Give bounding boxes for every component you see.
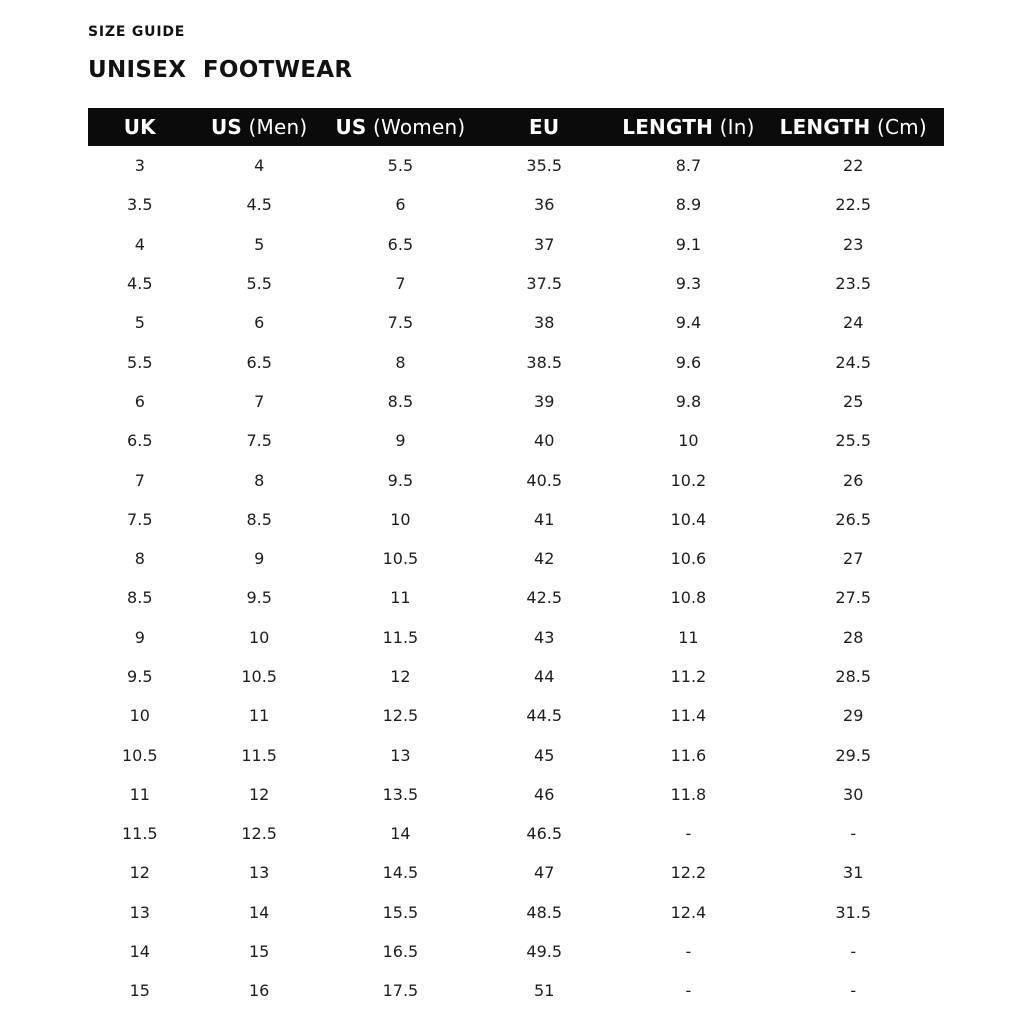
size-cell: 13 (390, 745, 411, 765)
size-cell: 6 (134, 391, 145, 411)
size-cell: 10.6 (670, 549, 707, 569)
size-cell: 5 (254, 234, 265, 254)
size-guide-label: SIZE GUIDE (88, 24, 186, 40)
size-cell: - (850, 824, 857, 844)
table-row (88, 657, 944, 696)
size-cell: 40 (534, 431, 555, 451)
size-cell: 29.5 (835, 745, 872, 765)
size-cell: 11.2 (670, 667, 707, 686)
size-cell: 22 (843, 156, 864, 176)
table-row (88, 578, 944, 617)
size-cell: 12 (129, 863, 150, 883)
size-table-header (88, 108, 944, 146)
size-cell: 15.5 (382, 902, 419, 922)
size-cell: 7.5 (127, 509, 153, 529)
table-row (88, 814, 944, 853)
size-cell: 11 (390, 588, 411, 608)
size-cell: 10.4 (670, 509, 707, 529)
size-cell: 7 (254, 391, 265, 411)
size-cell: 8 (134, 549, 145, 569)
column-header-eu (474, 108, 614, 146)
size-cell: 39 (534, 391, 555, 411)
size-cell: 24 (843, 313, 864, 333)
size-cell: 11.6 (670, 745, 707, 765)
size-cell: 9.5 (246, 588, 272, 608)
column-header-us-men (192, 108, 327, 146)
size-cell: 10 (249, 627, 270, 647)
size-cell: 9 (254, 549, 265, 569)
size-cell: 25.5 (835, 431, 872, 451)
size-cell: 43 (534, 627, 555, 647)
size-cell: 27.5 (835, 588, 872, 608)
table-row (88, 893, 944, 932)
size-cell: 9.4 (675, 313, 702, 333)
size-cell: 11.5 (382, 627, 419, 647)
size-cell: 37 (534, 234, 555, 254)
size-cell: - (850, 981, 857, 1001)
size-cell: 14.5 (382, 863, 419, 883)
table-row (88, 932, 944, 971)
size-cell: 8.5 (246, 509, 272, 529)
size-cell: 5.5 (127, 352, 153, 372)
size-cell: 8.9 (675, 195, 702, 215)
column-header-length-in-bold: LENGTH (622, 115, 714, 139)
size-cell: 9 (395, 431, 406, 451)
table-row (88, 342, 944, 381)
table-row (88, 185, 944, 224)
size-cell: 12 (390, 667, 411, 686)
table-row (88, 539, 944, 578)
size-cell: 36 (534, 195, 555, 215)
size-cell: 8.5 (387, 391, 414, 411)
column-header-length-cm-bold: LENGTH (779, 115, 871, 139)
size-cell: 42 (534, 549, 555, 569)
size-cell: 9.5 (387, 470, 414, 490)
size-table (88, 108, 944, 1011)
size-cell: 11 (678, 627, 699, 647)
size-cell: 7 (395, 274, 406, 294)
size-cell: 26.5 (835, 509, 872, 529)
size-cell: 7 (134, 470, 145, 490)
size-cell: 11 (129, 784, 150, 804)
size-cell: 44.5 (526, 706, 563, 726)
size-cell: 8.7 (675, 156, 702, 176)
size-cell: 12.5 (241, 824, 277, 844)
table-row (88, 735, 944, 774)
table-row (88, 460, 944, 499)
size-cell: 25 (843, 391, 864, 411)
size-cell: 11 (249, 706, 270, 726)
size-cell: 26 (843, 470, 864, 490)
size-cell: 28.5 (835, 667, 872, 686)
size-cell: 22.5 (835, 195, 872, 215)
size-cell: 10.5 (241, 667, 277, 686)
size-cell: 27 (843, 549, 864, 569)
size-cell: 9.1 (675, 234, 702, 254)
size-cell: 40.5 (526, 470, 563, 490)
size-cell: 49.5 (526, 942, 563, 962)
size-cell: 14 (390, 824, 411, 844)
size-cell: 13 (249, 863, 270, 883)
column-header-eu-bold: EU (529, 115, 560, 139)
size-cell: - (685, 824, 692, 844)
size-cell: 8 (395, 352, 406, 372)
column-header-length-cm (762, 108, 944, 146)
table-row (88, 775, 944, 814)
size-cell: 10.5 (382, 549, 419, 569)
column-header-length-cm-light: (Cm) (870, 115, 927, 139)
table-row (88, 421, 944, 460)
table-row (88, 618, 944, 657)
size-cell: 29 (843, 706, 864, 726)
size-cell: 11.5 (241, 745, 277, 765)
size-cell: 14 (249, 902, 270, 922)
table-row (88, 971, 944, 1010)
size-cell: 45 (534, 745, 555, 765)
size-cell: 16 (249, 981, 270, 1001)
size-cell: 48.5 (526, 902, 563, 922)
size-cell: 12 (249, 784, 270, 804)
size-cell: 9.3 (675, 274, 702, 294)
size-cell: 23 (843, 234, 864, 254)
size-cell: 15 (129, 981, 150, 1001)
size-cell: - (850, 942, 857, 962)
size-cell: 11.5 (121, 824, 158, 844)
table-row (88, 382, 944, 421)
column-header-us-men-bold: US (210, 115, 242, 139)
size-cell: 23.5 (835, 274, 872, 294)
size-cell: 14 (129, 942, 150, 962)
column-header-us-women-light: (Women) (366, 115, 466, 139)
size-cell: 12.4 (670, 902, 707, 922)
size-cell: 16.5 (382, 942, 419, 962)
size-cell: 5.5 (387, 156, 414, 176)
size-cell: 4.5 (246, 195, 272, 215)
column-header-us-women-bold: US (335, 115, 367, 139)
column-header-uk-bold: UK (123, 115, 156, 139)
table-row (88, 853, 944, 892)
size-cell: 4 (254, 156, 265, 176)
size-cell: - (685, 942, 692, 962)
size-cell: 11.4 (670, 706, 707, 726)
size-cell: 11.8 (670, 784, 707, 804)
size-cell: 9.8 (675, 391, 702, 411)
column-header-length-in (614, 108, 762, 146)
size-cell: 7.5 (246, 431, 272, 451)
size-cell: 9.6 (675, 352, 702, 372)
size-cell: 42.5 (526, 588, 563, 608)
size-cell: 10 (390, 509, 411, 529)
header-row (88, 108, 944, 146)
size-cell: 37.5 (526, 274, 563, 294)
size-cell: 31 (843, 863, 864, 883)
size-table-body (88, 146, 944, 1011)
size-cell: 3 (134, 156, 145, 176)
size-cell: 10.5 (121, 745, 158, 765)
size-cell: 13.5 (382, 784, 419, 804)
size-cell: 44 (534, 667, 555, 686)
size-cell: 15 (249, 942, 270, 962)
size-cell: 6.5 (246, 352, 272, 372)
size-cell: 38.5 (526, 352, 563, 372)
size-cell: 8.5 (127, 588, 153, 608)
size-cell: 13 (129, 902, 150, 922)
size-cell: 6 (395, 195, 406, 215)
table-row (88, 225, 944, 264)
table-row (88, 500, 944, 539)
size-cell: 46.5 (526, 824, 563, 844)
table-row (88, 696, 944, 735)
table-row (88, 264, 944, 303)
size-cell: 10.8 (670, 588, 707, 608)
size-cell: 8 (254, 470, 265, 490)
table-row (88, 303, 944, 342)
size-cell: 5.5 (246, 274, 272, 294)
size-cell: 17.5 (382, 981, 419, 1001)
column-header-length-in-light: (In) (713, 115, 755, 139)
size-cell: 5 (134, 313, 145, 333)
size-cell: 3.5 (127, 195, 153, 215)
page-title: UNISEX FOOTWEAR (88, 57, 353, 83)
size-cell: 6 (254, 313, 265, 333)
size-cell: 7.5 (387, 313, 414, 333)
size-cell: 47 (534, 863, 555, 883)
size-cell: 28 (843, 627, 864, 647)
size-cell: 46 (534, 784, 555, 804)
size-cell: 38 (534, 313, 555, 333)
size-cell: 51 (534, 981, 555, 1001)
size-cell: 9.5 (127, 667, 153, 686)
size-cell: - (685, 981, 692, 1001)
size-cell: 12.2 (670, 863, 707, 883)
size-cell: 12.5 (382, 706, 419, 726)
size-cell: 41 (534, 509, 555, 529)
size-cell: 30 (843, 784, 864, 804)
size-cell: 24.5 (835, 352, 872, 372)
size-cell: 4 (134, 234, 145, 254)
size-cell: 6.5 (127, 431, 153, 451)
size-cell: 10 (129, 706, 150, 726)
size-cell: 31.5 (835, 902, 872, 922)
table-row (88, 146, 944, 185)
size-cell: 4.5 (127, 274, 153, 294)
column-header-us-men-light: (Men) (242, 115, 308, 139)
size-cell: 9 (134, 627, 145, 647)
column-header-uk (88, 108, 192, 146)
size-cell: 10.2 (670, 470, 707, 490)
size-cell: 6.5 (387, 234, 414, 254)
size-cell: 10 (678, 431, 699, 451)
column-header-us-women (327, 108, 474, 146)
size-cell: 35.5 (526, 156, 563, 176)
